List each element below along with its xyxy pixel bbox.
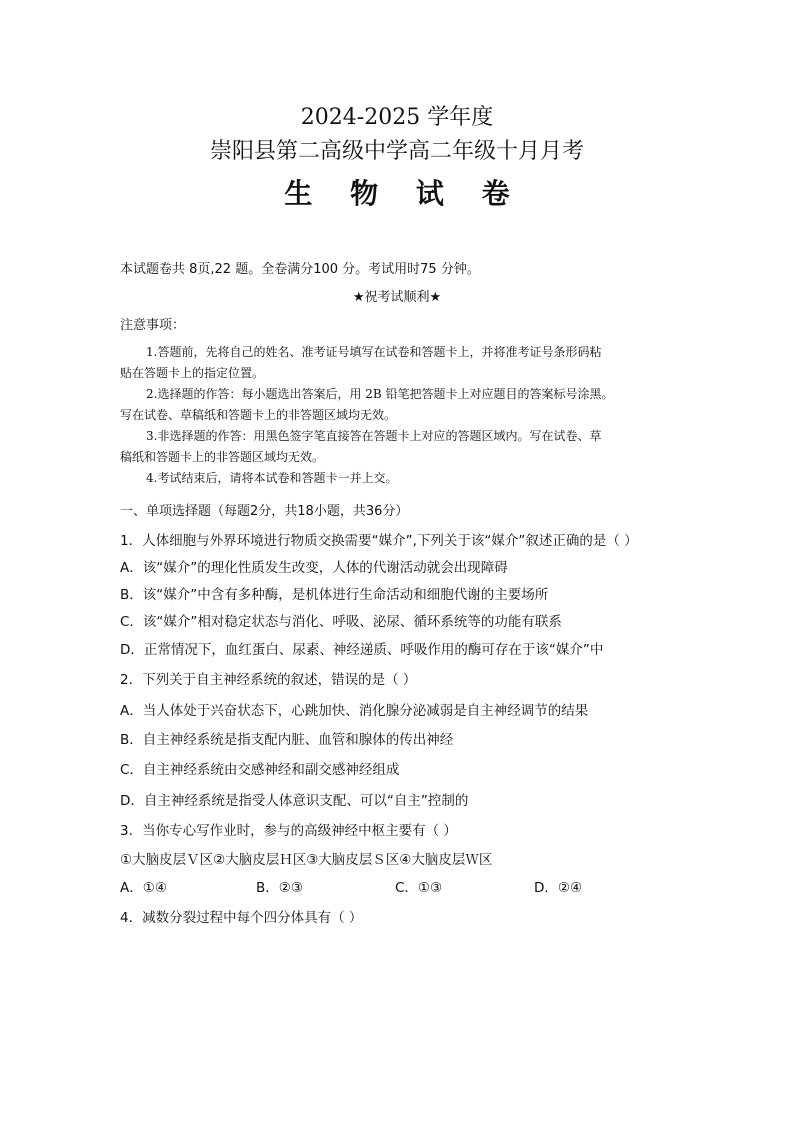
question-3-option-d: D．②④ (534, 880, 583, 896)
question-3-option-a: A．①④ (120, 880, 167, 896)
question-3-option-b: B．②③ (256, 880, 303, 896)
notice-line: 写在试卷、草稿纸和答题卡上的非答题区域均无效。 (120, 408, 397, 422)
notice-line: 2.选择题的作答：每小题选出答案后，用 2B 铅笔把答题卡上对应题目的答案标号涂黑。 (146, 387, 614, 401)
question-2-option-c: C．自主神经系统由交感神经和副交感神经组成 (120, 762, 400, 778)
question-4-stem: 4．减数分裂过程中每个四分体具有（ ） (120, 910, 363, 926)
notice-title: 注意事项： (120, 318, 186, 333)
section-title: 一、单项选择题（每题2分，共18小题，共36分） (120, 504, 409, 519)
question-2-stem: 2．下列关于自主神经系统的叙述，错误的是（ ） (120, 672, 417, 688)
question-1-option-d: D．正常情况下，血红蛋白、尿素、神经递质、呼吸作用的酶可存在于该“媒介”中 (120, 642, 604, 658)
exam-intro: 本试题卷共 8页,22 题。全卷满分100 分。考试用时75 分钟。 (120, 262, 480, 277)
exam-name-title: 崇阳县第二高级中学高二年级十月月考 (209, 139, 584, 164)
question-3-option-c: C．①③ (395, 880, 443, 896)
notice-line: 稿纸和答题卡上的非答题区域均无效。 (120, 450, 325, 464)
question-1-option-c: C．该“媒介”相对稳定状态与消化、呼吸、泌尿、循环系统等的功能有联系 (120, 614, 562, 630)
subject-title: 生 物 试 卷 (284, 177, 524, 210)
question-3-stem: 3．当你专心写作业时，参与的高级神经中枢主要有（ ） (120, 823, 457, 839)
notice-line: 3.非选择题的作答：用黑色签字笔直接答在答题卡上对应的答题区域内。写在试卷、草 (146, 429, 602, 443)
question-1-option-a: A．该“媒介”的理化性质发生改变，人体的代谢活动就会出现障碍 (120, 560, 508, 576)
question-2-option-a: A．当人体处于兴奋状态下，心跳加快、消化腺分泌减弱是自主神经调节的结果 (120, 703, 589, 719)
question-2-option-b: B．自主神经系统是指支配内脏、血管和腺体的传出神经 (120, 732, 454, 748)
question-3-options (120, 876, 680, 896)
notice-line: 贴在答题卡上的指定位置。 (120, 366, 265, 380)
question-3-items: ①大脑皮层Ｖ区②大脑皮层Ｈ区③大脑皮层Ｓ区④大脑皮层Ｗ区 (120, 852, 493, 868)
notice-line: 1.答题前，先将自己的姓名、准考证号填写在试卷和答题卡上，并将准考证号条形码粘 (146, 345, 602, 359)
good-luck-line: ★祝考试顺利★ (352, 290, 442, 305)
school-year-title: 2024-2025 学年度 (300, 105, 494, 130)
notice-line: 4.考试结束后，请将本试卷和答题卡一并上交。 (146, 471, 398, 485)
question-1-option-b: B．该“媒介”中含有多种酶，是机体进行生命活动和细胞代谢的主要场所 (120, 587, 549, 603)
question-1-stem: 1．人体细胞与外界环境进行物质交换需要“媒介”,下列关于该“媒介”叙述正确的是（ ） (120, 533, 638, 549)
question-2-option-d: D．自主神经系统是指受人体意识支配、可以“自主”控制的 (120, 793, 469, 809)
